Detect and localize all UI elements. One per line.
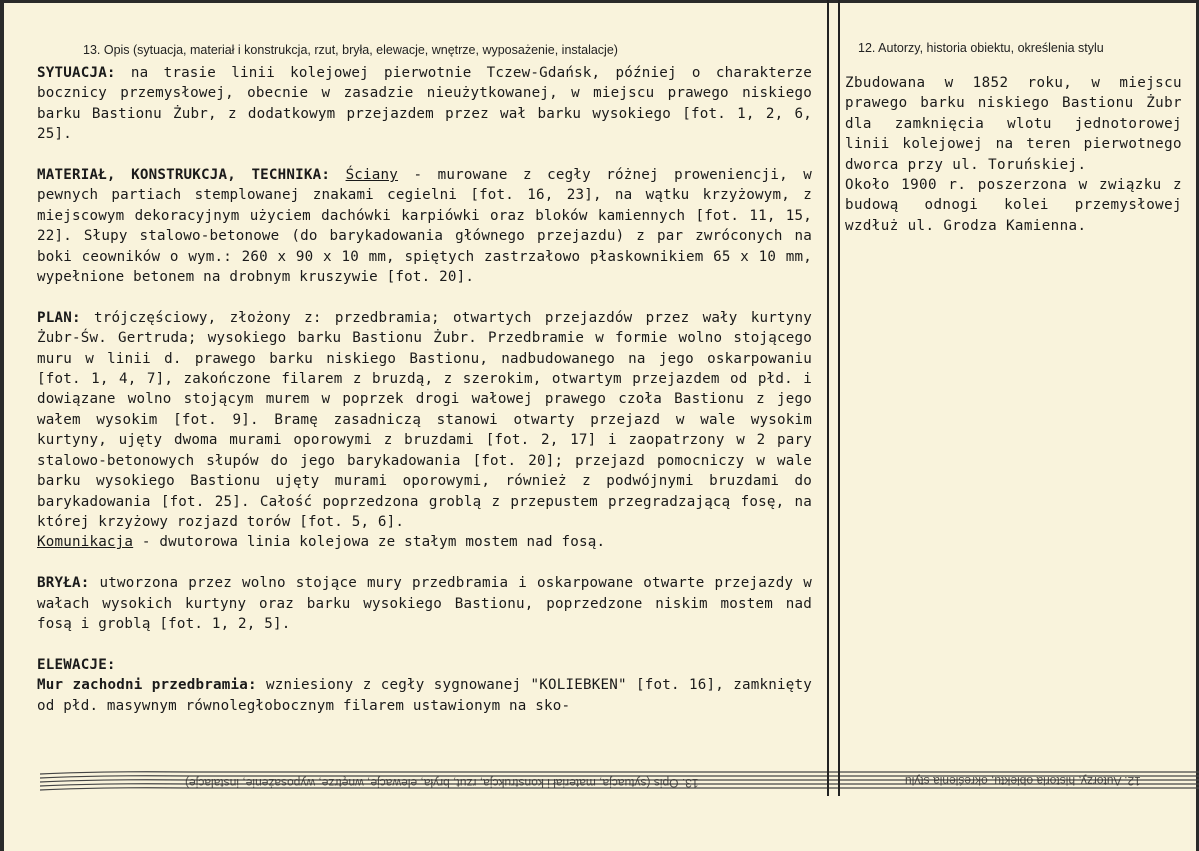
bryla-label: BRYŁA: [37, 575, 90, 592]
description-column [37, 63, 812, 716]
sciany-label: Ściany [345, 167, 399, 184]
material-paragraph [37, 165, 812, 287]
mur-paragraph [37, 675, 812, 716]
section-12-heading: 12. Autorzy, historia obiektu, określenia stylu [858, 41, 1104, 55]
material-text: - murowane z cegły różnej proweniencji, w pewnych partiach stemplowanej znakami cegielni [fot. 16, 23], na wątku krzyżowym, z miejscowym dekoracyjnym użyciem dachówki karpiówki oraz bloków kamiennych [fot. 11, 15, 22]. Słupy stalowo-betonowe (do barykadowania głównego przejazdu) z par zwróconych na boki ceowników o wym.: 260 x 90 x 10 mm, spiętych zastrzałowo płaskownikiem 65 x 10 mm, wypełnione betonem na drobnym kruszywie [fot. 20]. [37, 167, 812, 286]
history-column [845, 73, 1182, 236]
komunikacja-text: - dwutorowa linia kolejowa ze stałym mostem nad fosą. [133, 534, 606, 551]
page-edge-top [0, 0, 1199, 3]
footer-mirrored-heading-13: 13. Opis (sytuacja, materiał i konstrukcja, rzut, bryła, elewacje, wnętrze, wyposażenie, instalacje) [185, 776, 699, 790]
mur-text: wzniesiony z cegły sygnowanej "KOLIEBKEN" [fot. 16], zamknięty od płd. masywnym równoległobocznym filarem ustawionym na sko- [37, 677, 812, 714]
plan-paragraph [37, 308, 812, 532]
sytuacja-text: na trasie linii kolejowej pierwotnie Tczew-Gdańsk, później o charakterze bocznicy przemysłowej, obecnie w zasadzie nieużytkowanej, w miejscu prawego niskiego barku Bastionu Żubr, z dodatkowym przejazdem przez wał barku wysokiego [fot. 1, 2, 6, 25]. [37, 65, 812, 143]
bryla-paragraph [37, 573, 812, 634]
footer-mirrored-heading-12: 12. Autorzy, historia obiektu, określenia stylu [905, 774, 1141, 788]
sytuacja-paragraph [37, 63, 812, 145]
sytuacja-label: SYTUACJA: [37, 65, 116, 81]
komunikacja-paragraph [37, 532, 812, 552]
plan-label: PLAN: [37, 309, 81, 326]
section-13-heading: 13. Opis (sytuacja, materiał i konstrukcja, rzut, bryła, elewacje, wnętrze, wyposażenie, instalacje) [83, 43, 618, 57]
history-paragraph-2: Około 1900 r. poszerzona w związku z budową odnogi kolei przemysłowej wzdłuż ul. Grodza Kamienna. [845, 177, 1182, 234]
bryla-text: utworzona przez wolno stojące mury przedbramia i oskarpowane otwarte przejazdy w wałach wysokich kurtyny oraz barku wysokiego Bastionu, poprzedzone niskim mostem nad fosą i groblą [fot. 1, 2, 5]. [37, 575, 812, 632]
plan-text: trójczęściowy, złożony z: przedbramia; otwartych przejazdów przez wały kurtyny Żubr-Św. Gertruda; wysokiego barku Bastionu Żubr. Przedbramie w formie wolno stojącego muru w linii d. prawego barku niskiego Bastionu, nadbudowanego na jego oskarpowaniu [fot. 1, 4, 7], zakończone filarem z bruzdą, z szerokim, otwartym przejazdem od płd. i dowiązane wolno stojącym murem w poprzek drogi wałowej prawego czoła Bastionu z jego wałem wysokim [fot. 9]. Bramę zasadniczą stanowi otwarty przejazd w wale wysokim kurtyny, ujęty dwoma murami oporowymi z bruzdami [fot. 2, 17] i zaopatrzony w 2 pary stalowo-betonowych słupów do jego barykadowania [fot. 20]; przejazd pomocniczy w wale barku wysokiego Bastionu ujęty murami oporowymi, również z podwójnymi bruzdami do barykadowania [fot. 25]. Całość poprzedzona groblą z przepustem przegradzającą fosę, na której krzyżowy rozjazd torów [fot. 5, 6]. [37, 309, 812, 530]
column-divider-line [838, 0, 840, 790]
history-paragraph-1: Zbudowana w 1852 roku, w miejscu prawego barku niskiego Bastionu Żubr dla zamknięcia wlotu jednotorowej linii kolejowej na teren pierwotnego dworca przy ul. Toruńskiej. [845, 75, 1182, 173]
page-edge-left [0, 0, 4, 851]
column-divider-line [827, 0, 829, 790]
elewacje-heading [37, 655, 812, 675]
elewacje-label: ELEWACJE: [37, 656, 116, 673]
komunikacja-label: Komunikacja [37, 534, 134, 551]
mur-label: Mur zachodni przedbramia: [37, 677, 257, 694]
material-label: MATERIAŁ, KONSTRUKCJA, TECHNIKA: [37, 167, 331, 184]
